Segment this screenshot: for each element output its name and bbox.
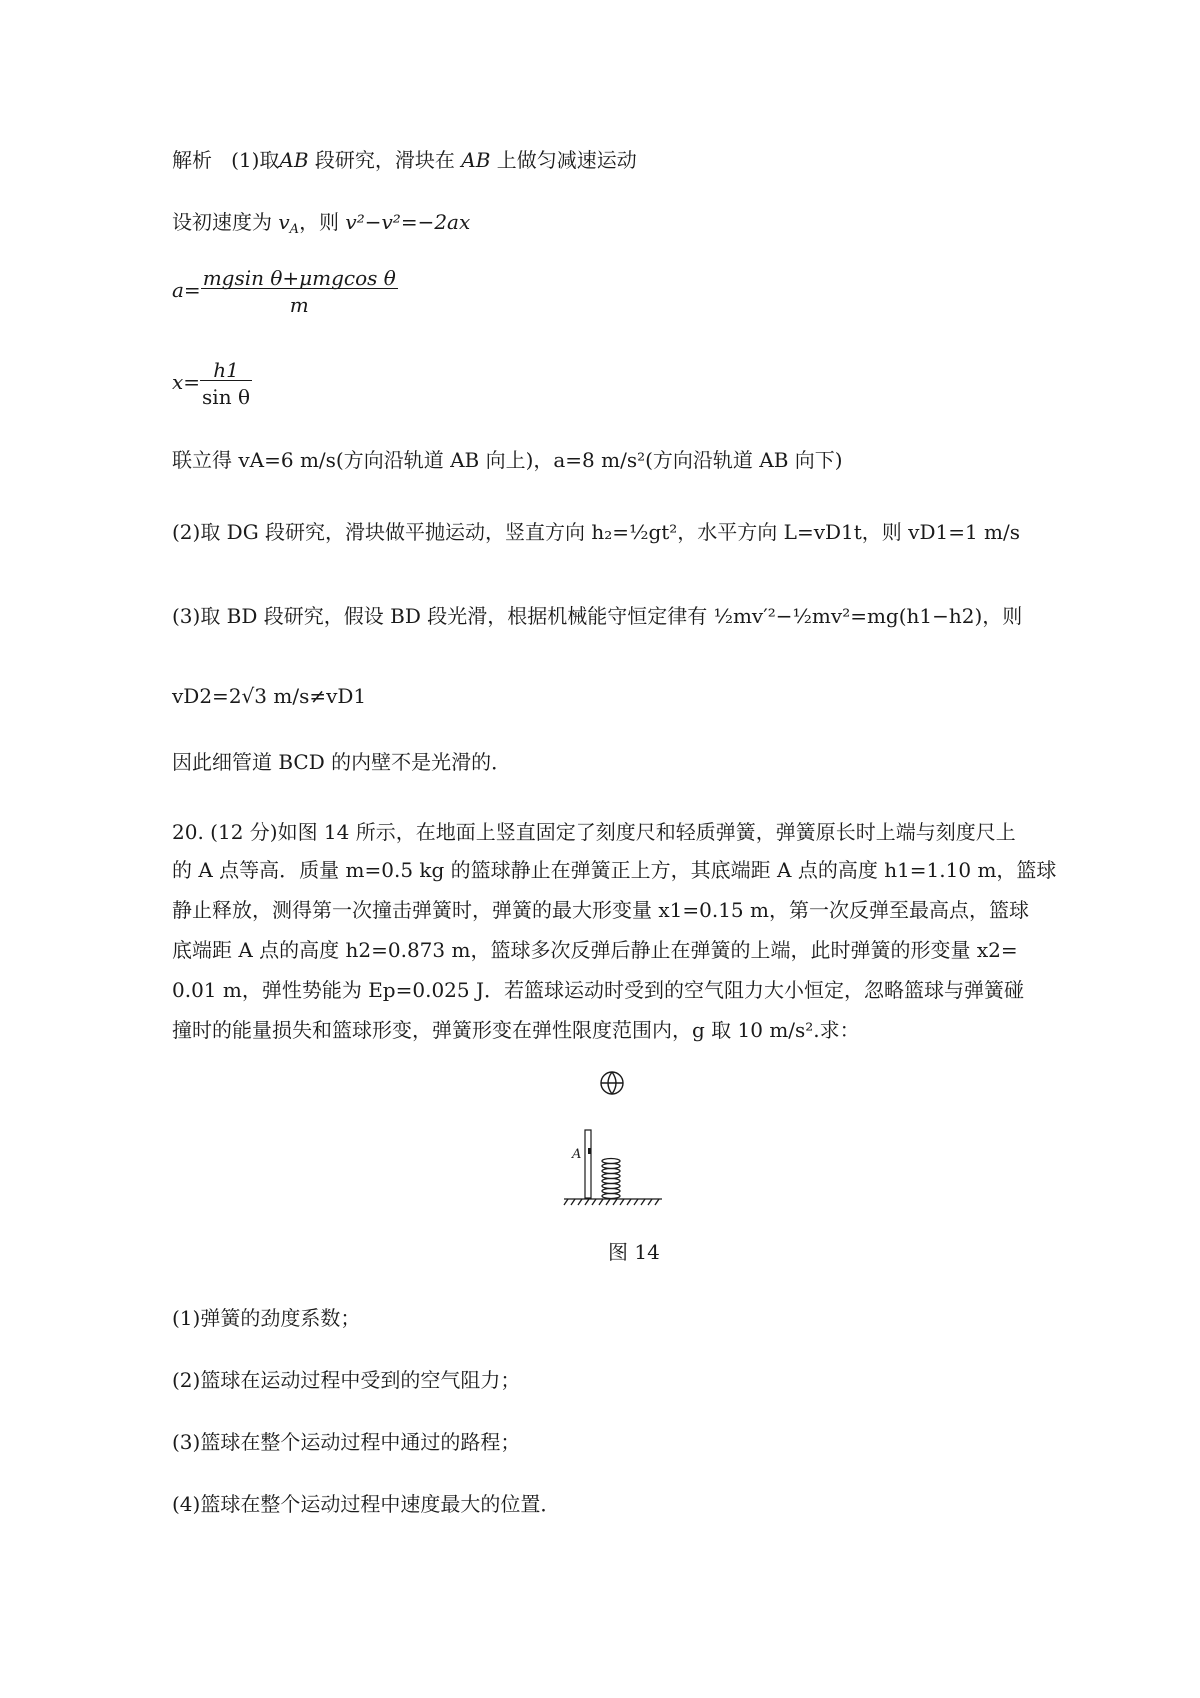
solution-part-3b: vD2=2√3 m/s≠vD1 [172,684,367,708]
problem-20-line-1: 20. (12 分)如图 14 所示，在地面上竖直固定了刻度尺和轻质弹簧，弹簧原长时上端与刻度尺上 [172,820,1016,844]
point-a-label: A [572,1147,582,1162]
initial-velocity-equation: v²−v²=−2ax [345,210,471,234]
solution-line-2: 设初速度为 $v_A$，则 v²−v²=−2ax [172,210,471,237]
problem-20-line-2: 的 A 点等高．质量 m=0.5 kg 的篮球静止在弹簧正上方，其底端距 A 点的高度 h1=1.10 m，篮球 [172,858,1057,882]
ruler [585,1130,591,1198]
solution-part-2: (2)取 DG 段研究，滑块做平抛运动，竖直方向 h₂=½gt²，水平方向 L=vD1t，则 vD1=1 m/s [172,520,1021,544]
fraction-a: $\frac{\text{mgsin θ+μmgcos θ}}{m}$ [202,266,396,317]
solution-label: 解析 [172,148,212,172]
solution-combine: 联立得 vA=6 m/s(方向沿轨道 AB 向上)，a=8 m/s²(方向沿轨道 AB 向下) [172,448,843,472]
solution-conclusion: 因此细管道 BCD 的内壁不是光滑的． [172,750,512,774]
solution-line-1: 解析 (1)取AB 段研究，滑块在 AB 上做匀减速运动 [172,148,637,172]
basketball-icon [601,1072,623,1094]
fraction-x: $\frac{h1}{\text{sin θ}}$ [202,358,250,409]
question-3: (3)篮球在整个运动过程中通过的路程； [172,1430,521,1454]
problem-20-line-6: 撞时的能量损失和篮球形变，弹簧形变在弹性限度范围内，g 取 10 m/s².求： [172,1018,860,1042]
problem-20-line-3: 静止释放，测得第一次撞击弹簧时，弹簧的最大形变量 x1=0.15 m，第一次反弹至最高点，篮球 [172,898,1029,922]
figure-caption: 图 14 [608,1240,660,1264]
problem-20-line-5: 0.01 m，弹性势能为 Ep=0.025 J．若篮球运动时受到的空气阻力大小恒定，忽略篮球与弹簧碰 [172,978,1025,1002]
question-4: (4)篮球在整个运动过程中速度最大的位置． [172,1492,561,1516]
equation-x: x= $\frac{h1}{\text{sin θ}}$ [172,358,250,409]
equation-a: a= $\frac{\text{mgsin θ+μmgcos θ}}{m}$ [172,266,396,317]
basketball-spring-diagram [562,1068,672,1208]
question-2: (2)篮球在运动过程中受到的空气阻力； [172,1368,521,1392]
problem-20-line-4: 底端距 A 点的高度 h2=0.873 m，篮球多次反弹后静止在弹簧的上端，此时弹簧的形变量 x2= [172,938,1018,962]
spring [602,1159,620,1199]
solution-part-3a: (3)取 BD 段研究，假设 BD 段光滑，根据机械能守恒定律有 ½mv′²−½mv²=mg(h1−h2)，则 [172,604,1023,628]
ground [564,1199,662,1205]
question-1: (1)弹簧的劲度系数； [172,1306,361,1330]
figure-14 [562,1068,672,1213]
